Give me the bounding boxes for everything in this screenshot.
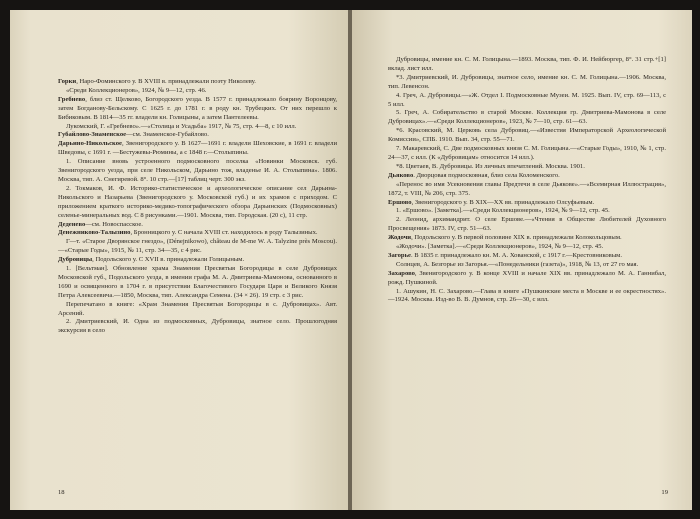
entry-text: 7. Макаревский, С. Две подмосковных князя С. М. Голицына.—«Старые Годы», 1910, № 1, стр. 24—37, с илл. (К «Дубровицам» относится 14 илл.). [388, 145, 666, 161]
entry-text: 1. [Вельтман]. Обновление храма Знамения Пресвятыя Богородицы в селе Дубровицах Московской губ., Подольского уезда, в имении графа М. А. Дмитриева-Мамонова, основанного в 1690 и освященного в 1704 г. в присутствии Благочестивого Государя Царя и Великого Князя Петра Алексеевича.—1850, Москва, тип. Александра Семена. (34 × 26). 19 стр. с 3 рис. [58, 265, 337, 299]
entry-heading: Губайлово-Знаменское [58, 131, 127, 139]
bibliography-entry [58, 185, 337, 221]
bibliography-entry [388, 216, 666, 234]
entry-text: , Звенигородского у. В 1627—1691 г. владели Шеховские, в 1691 г. владели Шведовы, с 1691 г. —Бестужевы-Рюмины, а с 1848 г.—Столыпины. [58, 140, 337, 157]
bibliography-entry [58, 318, 337, 336]
entry-heading: Загорье [388, 251, 411, 259]
entry-heading: Дубровицы [58, 256, 93, 264]
right-page [352, 10, 692, 510]
bibliography-entry [388, 261, 666, 270]
right-page-number: 19 [661, 489, 668, 496]
entry-text: Лукомский, Г. «Гребнево».—«Столица и Усадьба» 1917, № 75, стр. 4—8, с 10 илл. [66, 122, 297, 130]
bibliography-entry [388, 207, 666, 216]
bibliography-entry [58, 158, 337, 185]
entry-heading: Дьяково [388, 171, 414, 179]
bibliography-entry [58, 140, 337, 158]
entry-text: «Среди Коллекционеров», 1924, № 9—12, стр. 46. [66, 86, 207, 94]
entry-heading: Деденево [58, 220, 86, 228]
entry-heading: Жодочи [388, 234, 412, 242]
entry-text: , Звенигородского у. В XIX—XX вв. принадлежало Олсуфьевым. [411, 198, 595, 206]
entry-text: , Наро-Фоминского у. В XVIII в. принадлежали поэту Николеву. [76, 78, 256, 85]
bibliography-entry [388, 127, 666, 145]
left-page-number: 18 [58, 489, 65, 496]
entry-heading: Захарово [388, 269, 415, 277]
entry-text: . В 1835 г. принадлежало кн. М. А. Хованской, с 1917 г.—Крестовниковым. [411, 251, 623, 259]
entry-text: 1. Ашукин, Н. С. Захарово.—Глава в книге «Пушкинские места в Москве и ее окрестностях».—1924. Москва. Изд-во В. В. Думнов, стр. 26—30, с илл. [388, 287, 666, 304]
entry-text: —см. Новоспасское. [85, 220, 143, 228]
entry-text: 5. Греч, А. Собирательство в старой Москве. Коллекция гр. Дмитриева-Мамонова в селе Дубровицах».—«Среди Коллекционеров», 1923, № 7—10, стр. 61—63. [388, 109, 666, 126]
bibliography-entry [58, 78, 337, 87]
bibliography-entry [388, 163, 666, 172]
bibliography-entry [388, 288, 666, 306]
bibliography-entry [388, 270, 666, 288]
entry-text: «Перенос во имя Усекновения главы Предтечи в селе Дьякове».—«Всемирная Иллюстрация», 1872, т. VIII, № 206, стр. 375. [388, 180, 666, 197]
entry-text: , Звенигородского у. В конце XVIII и начале XIX вв. принадлежало М. А. Ганнибал, рожд. Пушкиной. [388, 269, 666, 286]
entry-text: *6. Красовский, М. Церковь села Дубровиц.—«Известия Императорской Археологической Комиссии», СПБ. 1910. Вып. 34, стр. 55—71. [388, 127, 666, 144]
entry-text: —см. Знаменское-Губайлово. [126, 131, 209, 139]
bibliography-entry [388, 109, 666, 127]
entry-text: , Подольского у. В первой половине XIX в. принадлежали Колокольцовым. [411, 234, 622, 242]
entry-heading: Ершово [388, 198, 412, 206]
entry-text: *8. Цветаев, В. Дубровицы. Из личных впечатлений. Москва. 1901. [396, 162, 585, 170]
bibliography-entry [388, 252, 666, 261]
entry-text: 2. Токмаков, И. Ф. Историко-статистическое и археологическое описание сел Дарьина-Никольского и Назарьева (Звенигородского у. Московской губ.) и их храмов с приходом. С приложением краткого историко-медико-топографического обзора Дарьинских (Подмосковных) селенье-минеральных вод. С 8 рисунками.—1901. Москва, тип. Городская. (20 с), 11 стр. [58, 184, 337, 219]
entry-text: 2. Дмитриевский, И. Одна из подмосковных, Дубровицы, знатное село. Прошлогодняя экскурсия в село [58, 318, 337, 335]
entry-text: . Дворцовая подмосковная, близ села Коломенского. [413, 171, 560, 179]
bibliography-entry [388, 199, 666, 208]
entry-text: , близ ст. Щелково, Богородского уезда. В 1577 г. принадлежало боярину Воронцову, затем Богданову-Бельскому. С 1625 г. до 1781 г. в роду кн. Трубецких. От них перешло к Бибиковым. В 1814—35 гг. владели кн. Голицыны, а затем Пантелеевы. [58, 95, 337, 121]
entry-text: Г—т. «Старое Дворянское гнездо», (Dénejnikowo), château de M-me W. A. Talyzine près Moscou).—«Старые Годы», 1915, № 11, стр. 34—35, с 4 рис. [58, 238, 337, 255]
entry-text: 4. Греч, А. Дубровицы.—«Ж. Отдел I. Подмосковные Музеи. М. 1925. Вып. IV, стр. 69—113, с 5 илл. [388, 91, 666, 108]
bibliography-entry [388, 181, 666, 199]
bibliography-entry [58, 229, 337, 238]
bibliography-entry [58, 96, 337, 123]
bibliography-entry [388, 243, 666, 252]
bibliography-entry [58, 265, 337, 301]
entry-text: , Подольского у. С XVII в. принадлежали Голицыным. [92, 256, 245, 264]
bibliography-entry [58, 256, 337, 265]
entry-text: 1. Описание вновь устроенного подмосковного поселка «Новинки Московск. губ. Звенигородского уезда, при селе Никольском, Дарьино тож, владенье И. А. Столыпина». 1806. Москва, тип. А. Снегиревой. 8°. 10 стр.—[17] таблиц черт. 300 экз. [58, 158, 337, 183]
bibliography-entry [58, 87, 337, 96]
bibliography-entry [388, 145, 666, 163]
bibliography-entry [388, 56, 666, 74]
entry-heading: Горки [58, 78, 77, 85]
right-page-text [388, 56, 666, 305]
bibliography-entry [58, 221, 337, 230]
entry-text: Дубровицы, имение кн. С. М. Голицына.—1893. Москва, тип. Ф. И. Нейбюргер, 8°. 31 стр.+[1] вклад. лист илл. [388, 56, 666, 72]
entry-text: *3. Дмитриевский, И. Дубровицы, знатное село, имение кн. С. М. Голицына.—1906. Москва, тип. Левенсон. [388, 73, 666, 90]
bibliography-entry [58, 131, 337, 140]
entry-text: Солнцев, А. Безгорье из Загорья.—«Понедельники (газета)», 1918, № 13, от 27 го мая. [396, 260, 639, 268]
entry-heading: Дарьино-Никольское [58, 140, 122, 148]
entry-heading: Денежниково-Талызино [58, 229, 131, 237]
bibliography-entry [58, 238, 337, 256]
entry-text: Перепечатано в книге: «Храм Знамения Пресвятыя Богородицы в с. Дубровицах». Авт. Арсений. [58, 300, 337, 317]
entry-text: «Жодочи». [Заметка].—«Среди Коллекционеров», 1924, № 9—12, стр. 45. [396, 243, 604, 251]
bibliography-entry [58, 123, 337, 132]
bibliography-entry [388, 92, 666, 110]
entry-text: 2. Леонид, архимандрит. О селе Ершове.—«Чтения в Обществе Любителей Духовного Просвещения» 1873. IV, стр. 51—63. [388, 216, 666, 233]
bibliography-entry [388, 74, 666, 92]
entry-heading: Гребнево [58, 95, 86, 103]
bibliography-entry [58, 301, 337, 319]
entry-text: 1. «Ершово». [Заметка].—«Среди Коллекционеров», 1924, № 9—12, стр. 45. [396, 207, 610, 215]
entry-text: , Бронницкого у. С начала XVIII ст. находилось в роду Талызиных. [130, 229, 318, 237]
book-spread [10, 10, 692, 510]
bibliography-entry [388, 172, 666, 181]
left-page [10, 10, 349, 510]
bibliography-entry [388, 234, 666, 243]
left-page-text [58, 78, 337, 336]
